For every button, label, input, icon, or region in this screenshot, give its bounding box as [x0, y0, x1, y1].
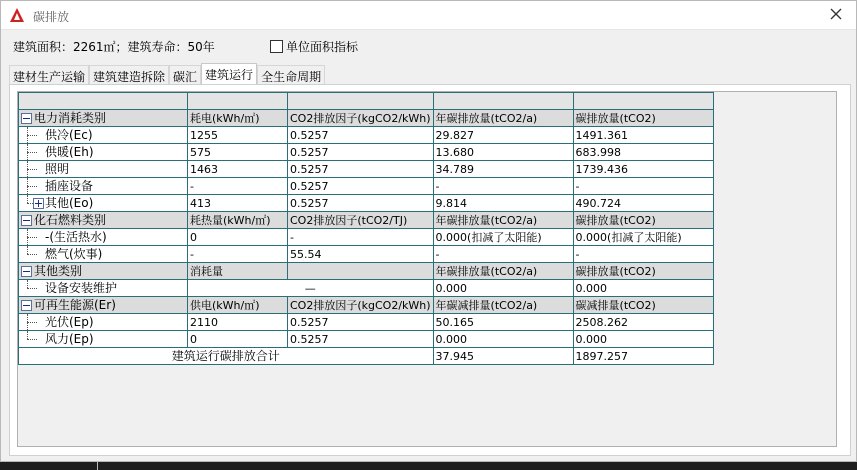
collapse-icon[interactable]: [21, 113, 32, 124]
header-cell: 年碳排放量(tCO2/a): [433, 212, 573, 229]
tab-panel: [9, 84, 851, 456]
header-cell: 耗热量(kWh/㎡): [188, 212, 288, 229]
total-annual: 37.945: [433, 348, 573, 365]
value-cell: 2508.262: [573, 314, 713, 331]
header-cell: 供电(kWh/㎡): [188, 297, 288, 314]
emission-table: [18, 92, 714, 365]
value-cell: 50.165: [433, 314, 573, 331]
category-label: 电力消耗类别: [34, 110, 107, 125]
value-cell: 0.000: [573, 280, 713, 297]
value-cell: 9.814: [433, 195, 573, 212]
tab-carbon-sink[interactable]: 碳汇: [169, 65, 201, 85]
collapse-icon[interactable]: [21, 215, 32, 226]
value-cell[interactable]: 0.5257: [288, 195, 434, 212]
table-row: [19, 161, 714, 178]
value-cell[interactable]: 1255: [188, 127, 288, 144]
header-cell: [288, 263, 434, 280]
category-label: 化石燃料类别: [34, 212, 107, 227]
value-cell: -: [433, 246, 573, 263]
row-label: 供冷(Ec): [45, 127, 93, 142]
total-label: 建筑运行碳排放合计: [19, 348, 434, 365]
value-cell: 0.000: [573, 331, 713, 348]
value-cell: 0.000: [433, 280, 573, 297]
tab-material-transport[interactable]: 建材生产运输: [9, 65, 89, 85]
close-icon[interactable]: [828, 6, 844, 22]
value-cell: 34.789: [433, 161, 573, 178]
unit-area-label: 单位面积指标: [286, 40, 359, 54]
value-cell: 0.000(扣减了太阳能): [573, 229, 713, 246]
value-cell[interactable]: 0: [188, 331, 288, 348]
value-cell: 683.998: [573, 144, 713, 161]
table-row: [19, 229, 714, 246]
value-cell: 29.827: [433, 127, 573, 144]
total-value: 1897.257: [573, 348, 713, 365]
value-cell: -: [573, 178, 713, 195]
row-label: 其他(Eo): [45, 195, 94, 210]
header-cell: 年碳排放量(tCO2/a): [433, 110, 573, 127]
value-cell[interactable]: 413: [188, 195, 288, 212]
table-header-strip: [19, 93, 714, 110]
title-bar: [1, 1, 856, 30]
value-cell[interactable]: 0.5257: [288, 178, 434, 195]
value-cell[interactable]: 0.5257: [288, 144, 434, 161]
row-label: 燃气(炊事): [45, 246, 103, 261]
unit-area-toggle[interactable]: [270, 38, 358, 55]
building-info: 建筑面积：2261㎡；建筑寿命：50年: [13, 40, 215, 54]
header-cell: 碳减排量(tCO2): [573, 297, 713, 314]
value-cell[interactable]: 0.5257: [288, 161, 434, 178]
tab-building-operation[interactable]: 建筑运行: [201, 63, 257, 85]
row-label: 设备安装维护: [45, 280, 118, 295]
value-cell: -: [433, 178, 573, 195]
value-cell[interactable]: 0.5257: [288, 127, 434, 144]
category-row-fossil: [19, 212, 714, 229]
row-label: -(生活热水): [45, 229, 107, 244]
background-strip: [0, 462, 857, 470]
table-row: [19, 246, 714, 263]
header-cell: CO2排放因子(kgCO2/kWh): [288, 297, 434, 314]
tab-life-cycle[interactable]: 全生命周期: [257, 65, 325, 85]
value-cell: —: [188, 280, 434, 297]
category-label: 其他类别: [34, 263, 83, 278]
header-cell: 消耗量: [188, 263, 288, 280]
value-cell: -: [573, 246, 713, 263]
value-cell[interactable]: 0: [188, 229, 288, 246]
value-cell[interactable]: 1463: [188, 161, 288, 178]
window-title: 碳排放: [33, 10, 70, 24]
header-cell: 年碳排放量(tCO2/a): [433, 263, 573, 280]
table-row: [19, 178, 714, 195]
expand-icon[interactable]: [33, 198, 44, 209]
category-row-renewable: [19, 297, 714, 314]
value-cell[interactable]: -: [188, 246, 288, 263]
value-cell[interactable]: 2110: [188, 314, 288, 331]
header-cell: 碳排放量(tCO2): [573, 263, 713, 280]
header-cell: 耗电(kWh/㎡): [188, 110, 288, 127]
table-row: [19, 195, 714, 212]
table-row: [19, 280, 714, 297]
row-label: 供暖(Eh): [45, 144, 94, 159]
category-row-electric: [19, 110, 714, 127]
app-logo-icon: [9, 7, 25, 23]
value-cell[interactable]: 0.5257: [288, 314, 434, 331]
unit-area-checkbox[interactable]: [270, 40, 283, 53]
emission-grid: [17, 91, 837, 447]
collapse-icon[interactable]: [21, 300, 32, 311]
value-cell: 0.000: [433, 331, 573, 348]
row-label: 光伏(Ep): [45, 314, 94, 329]
value-cell[interactable]: 575: [188, 144, 288, 161]
header-cell: 碳排放量(tCO2): [573, 212, 713, 229]
total-row: [19, 348, 714, 365]
table-row: [19, 127, 714, 144]
value-cell[interactable]: 0.5257: [288, 331, 434, 348]
table-row: [19, 331, 714, 348]
tab-bar: [9, 63, 325, 84]
header-cell: CO2排放因子(kgCO2/kWh): [288, 110, 434, 127]
value-cell: 1491.361: [573, 127, 713, 144]
category-row-other: [19, 263, 714, 280]
header-cell: 年碳减排量(tCO2/a): [433, 297, 573, 314]
header-cell: 碳排放量(tCO2): [573, 110, 713, 127]
value-cell: 0.000(扣减了太阳能): [433, 229, 573, 246]
row-label: 照明: [45, 161, 70, 176]
row-label: 风力(Ep): [45, 331, 94, 346]
value-cell[interactable]: -: [188, 178, 288, 195]
collapse-icon[interactable]: [21, 266, 32, 277]
tab-construction-demolition[interactable]: 建筑建造拆除: [89, 65, 169, 85]
row-label: 插座设备: [45, 178, 94, 193]
header-cell: CO2排放因子(tCO2/TJ): [288, 212, 434, 229]
value-cell[interactable]: 55.54: [288, 246, 434, 263]
table-row: [19, 314, 714, 331]
value-cell: 490.724: [573, 195, 713, 212]
category-label: 可再生能源(Er): [34, 297, 116, 312]
value-cell: 1739.436: [573, 161, 713, 178]
value-cell: 13.680: [433, 144, 573, 161]
table-row: [19, 144, 714, 161]
value-cell[interactable]: -: [288, 229, 434, 246]
